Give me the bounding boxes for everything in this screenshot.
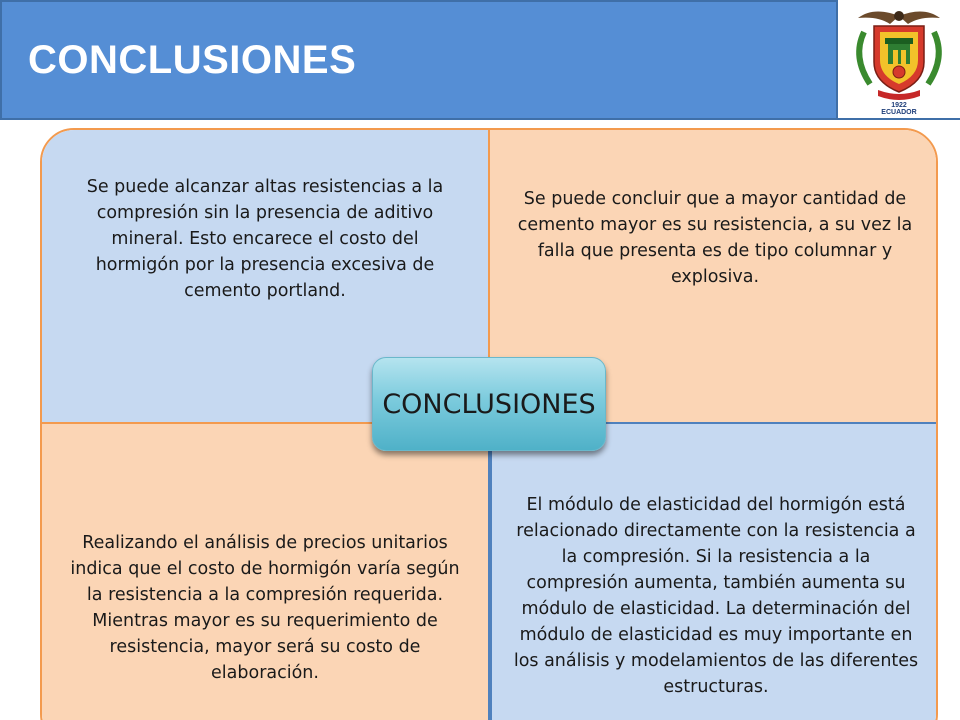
- quadrant-text: Se puede alcanzar altas resistencias a la compresión sin la presencia de aditivo mineral. Esto encarece el costo del hormigón por la presencia excesiva de cemento portland.: [86, 177, 444, 301]
- quadrant-text: El módulo de elasticidad del hormigón está relacionado directamente con la resistencia a la compresión. Si la resistencia a la compresión aumenta, también aumenta su módulo de elasticidad. La determinación del módulo de elasticidad es muy importante en los análisis y modelamientos de las diferentes estructuras.: [513, 495, 919, 697]
- quadrant-text: Realizando el análisis de precios unitarios indica que el costo de hormigón varía según la resistencia a la compresión requerida. Mientras mayor es su requerimiento de resistencia, mayor será su costo de elaboración.: [70, 533, 460, 683]
- university-crest-icon: [844, 2, 954, 102]
- quadrant-bottom-left: [42, 424, 490, 720]
- logo-caption: [838, 102, 960, 116]
- logo: [838, 0, 960, 120]
- quadrant-bottom-right: [490, 424, 938, 720]
- quadrant-text: Se puede concluir que a mayor cantidad de cemento mayor es su resistencia, a su vez la falla que presenta es de tipo columnar y explosiva.: [517, 189, 913, 287]
- page-title: CONCLUSIONES: [28, 38, 357, 82]
- logo-country: ECUADOR: [881, 109, 917, 116]
- header-bar: [0, 0, 838, 120]
- center-label: CONCLUSIONES: [372, 357, 606, 451]
- logo-year: 1922: [891, 102, 907, 109]
